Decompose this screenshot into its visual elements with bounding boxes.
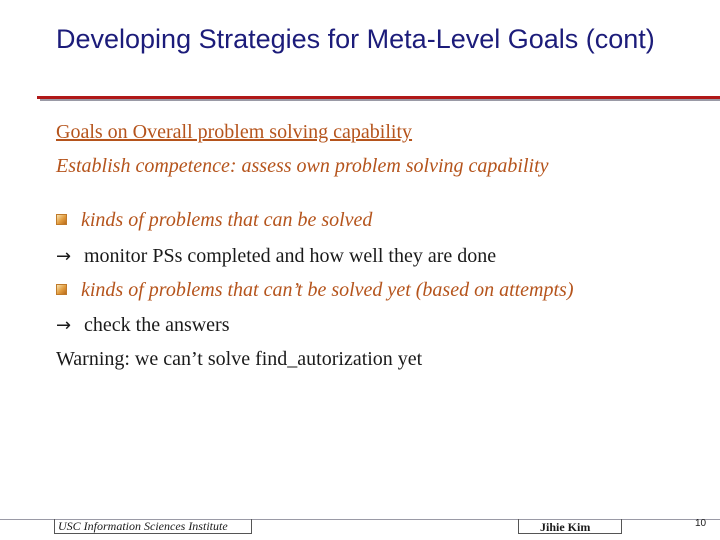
warning-line: Warning: we can’t solve find_autorization yet [56,348,423,370]
square-bullet-icon [56,214,67,225]
bullet-item-text: kinds of problems that can be solved [81,209,373,231]
page-number: 10 [695,518,707,529]
arrow-item-1 [56,244,496,269]
bullet-item-1 [56,208,372,232]
bullet-item-text: kinds of problems that can’t be solved yet (based on attempts) [81,279,574,301]
bullet-item-2 [56,278,574,302]
slide-title: Developing Strategies for Meta-Level Goals (cont) [56,24,655,54]
title-rule-shadow [40,99,720,101]
right-arrow-icon: → [56,315,72,336]
arrow-item-2 [56,313,230,338]
goals-heading: Goals on Overall problem solving capability [56,121,413,143]
right-arrow-icon: → [56,246,72,267]
arrow-item-text: check the answers [84,314,230,336]
footer-author: Jihie Kim [540,520,591,534]
title-rule [37,96,720,99]
footer-institute: USC Information Sciences Institute [58,519,228,533]
establish-line: Establish competence: assess own problem solving capability [56,155,549,177]
square-bullet-icon [56,284,67,295]
arrow-item-text: monitor PSs completed and how well they are done [84,245,497,267]
